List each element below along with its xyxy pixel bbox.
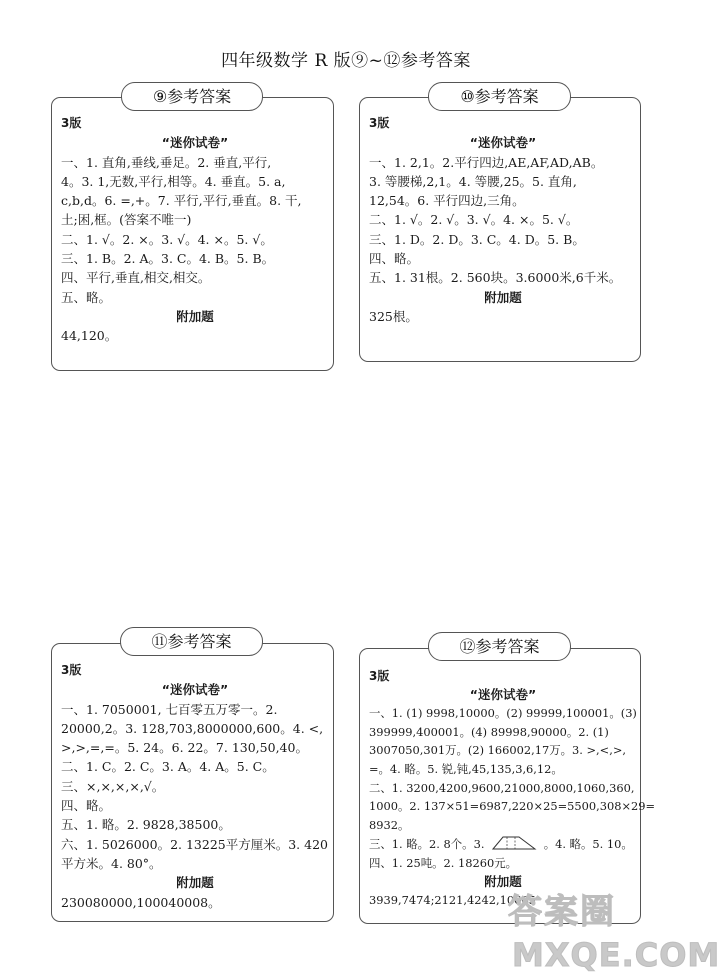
subtitle: “迷你试卷” xyxy=(161,682,229,698)
answer-line: 平方米。4. 80°。 xyxy=(61,855,162,871)
card-11-tab: ⑪参考答案 xyxy=(120,627,263,656)
card-12-tab: ⑫参考答案 xyxy=(428,632,571,661)
extra-title: 附加题 xyxy=(484,873,522,889)
card-10-tab: ⑩参考答案 xyxy=(428,82,571,111)
card-10-body xyxy=(369,114,637,326)
answer-line: 20000,2。3. 128,703,8000000,600。4. <, xyxy=(61,720,324,736)
answer-line: 六、1. 5026000。2. 13225平方厘米。3. 420 xyxy=(61,836,328,852)
answer-line: 一、1. 7050001, 七百零五万零一。2. xyxy=(61,701,278,717)
answer-text-before-figure: 三、1. 略。2. 8个。3. xyxy=(369,837,485,852)
watermark xyxy=(508,884,720,979)
answer-line: 五、略。 xyxy=(61,289,112,305)
card-9-body xyxy=(61,114,329,346)
answer-line: 三、1. D。2. D。3. C。4. D。5. B。 xyxy=(369,231,585,247)
extra-answer-line: 230080000,100040008。 xyxy=(61,894,221,910)
answer-text-after-figure: 。4. 略。5. 10。 xyxy=(543,837,633,852)
answer-line: 二、1. 3200,4200,9600,21000,8000,1060,360, xyxy=(369,780,635,795)
subtitle: “迷你试卷” xyxy=(469,135,537,151)
subtitle: “迷你试卷” xyxy=(161,135,229,151)
answer-line: 四、平行,垂直,相交,相交。 xyxy=(61,270,211,286)
answer-line: 一、1. (1) 9998,10000。(2) 99999,100001。(3) xyxy=(369,706,637,721)
answer-line: 二、1. √。2. √。3. √。4. ×。5. √。 xyxy=(369,212,579,228)
answer-line: 四、略。 xyxy=(369,251,420,267)
extra-answer-line: 44,120。 xyxy=(61,328,118,344)
answer-line: =。4. 略。5. 锐,钝,45,135,3,6,12。 xyxy=(369,761,563,776)
subtitle: “迷你试卷” xyxy=(469,686,537,702)
card-12-body xyxy=(369,667,656,910)
answer-line: 8932。 xyxy=(369,817,410,832)
answer-line: 四、1. 25吨。2. 18260元。 xyxy=(369,855,518,870)
answer-line-with-figure xyxy=(369,834,637,854)
extra-title: 附加题 xyxy=(176,308,214,324)
watermark-logo-text: 答案圈 xyxy=(508,892,616,932)
extra-title: 附加题 xyxy=(484,289,522,305)
edition-label: 3版 xyxy=(369,116,390,130)
answer-line: 399999,400001。(4) 89998,90000。2. (1) xyxy=(369,724,609,739)
watermark-url-text: MXQE.COM xyxy=(512,936,720,974)
answer-line: c,b,d。6. =,+。7. 平行,平行,垂直。8. 干, xyxy=(61,193,302,209)
edition-label: 3版 xyxy=(61,663,82,677)
answer-line: 1000。2. 137×51=6987,220×25=5500,308×29= xyxy=(369,799,656,814)
answer-line: 四、略。 xyxy=(61,798,112,814)
page-title: 四年级数学 R 版⑨~⑫参考答案 xyxy=(221,51,471,71)
extra-title: 附加题 xyxy=(176,875,214,891)
answer-line: 3. 等腰梯,2,1。4. 等腰,25。5. 直角, xyxy=(369,173,577,189)
answer-line: >,>,=,=。5. 24。6. 22。7. 130,50,40。 xyxy=(61,740,308,756)
answer-line: 二、1. √。2. ×。3. √。4. ×。5. √。 xyxy=(61,231,273,247)
answer-line: 3007050,301万。(2) 166002,17万。3. >,<,>, xyxy=(369,743,626,758)
answer-line: 12,54。6. 平行四边,三角。 xyxy=(369,193,525,209)
answer-line: 五、1. 31根。2. 560块。3.6000米,6千米。 xyxy=(369,270,622,286)
extra-answer-line: 325根。 xyxy=(369,308,418,324)
answer-line: 一、1. 直角,垂线,垂足。2. 垂直,平行, xyxy=(61,154,272,170)
card-9-tab: ⑨参考答案 xyxy=(121,82,263,111)
answer-line: 三、×,×,×,×,√。 xyxy=(61,778,165,794)
answer-line: 一、1. 2,1。2.平行四边,AE,AF,AD,AB。 xyxy=(369,154,604,170)
answer-line: 三、1. B。2. A。3. C。4. B。5. B。 xyxy=(61,251,275,267)
trapezoid-figure-icon xyxy=(489,834,539,852)
edition-label: 3版 xyxy=(61,116,82,130)
answer-line: 土;困,框。(答案不唯一) xyxy=(61,212,192,228)
answer-line: 二、1. C。2. C。3. A。4. A。5. C。 xyxy=(61,759,275,775)
edition-label: 3版 xyxy=(369,669,390,683)
answer-line: 五、1. 略。2. 9828,38500。 xyxy=(61,817,231,833)
card-11-body xyxy=(61,661,329,912)
extra-answer-line: 3939,7474;2121,4242,10605 xyxy=(369,893,536,908)
answer-line: 4。3. 1,无数,平行,相等。4. 垂直。5. a, xyxy=(61,173,286,189)
